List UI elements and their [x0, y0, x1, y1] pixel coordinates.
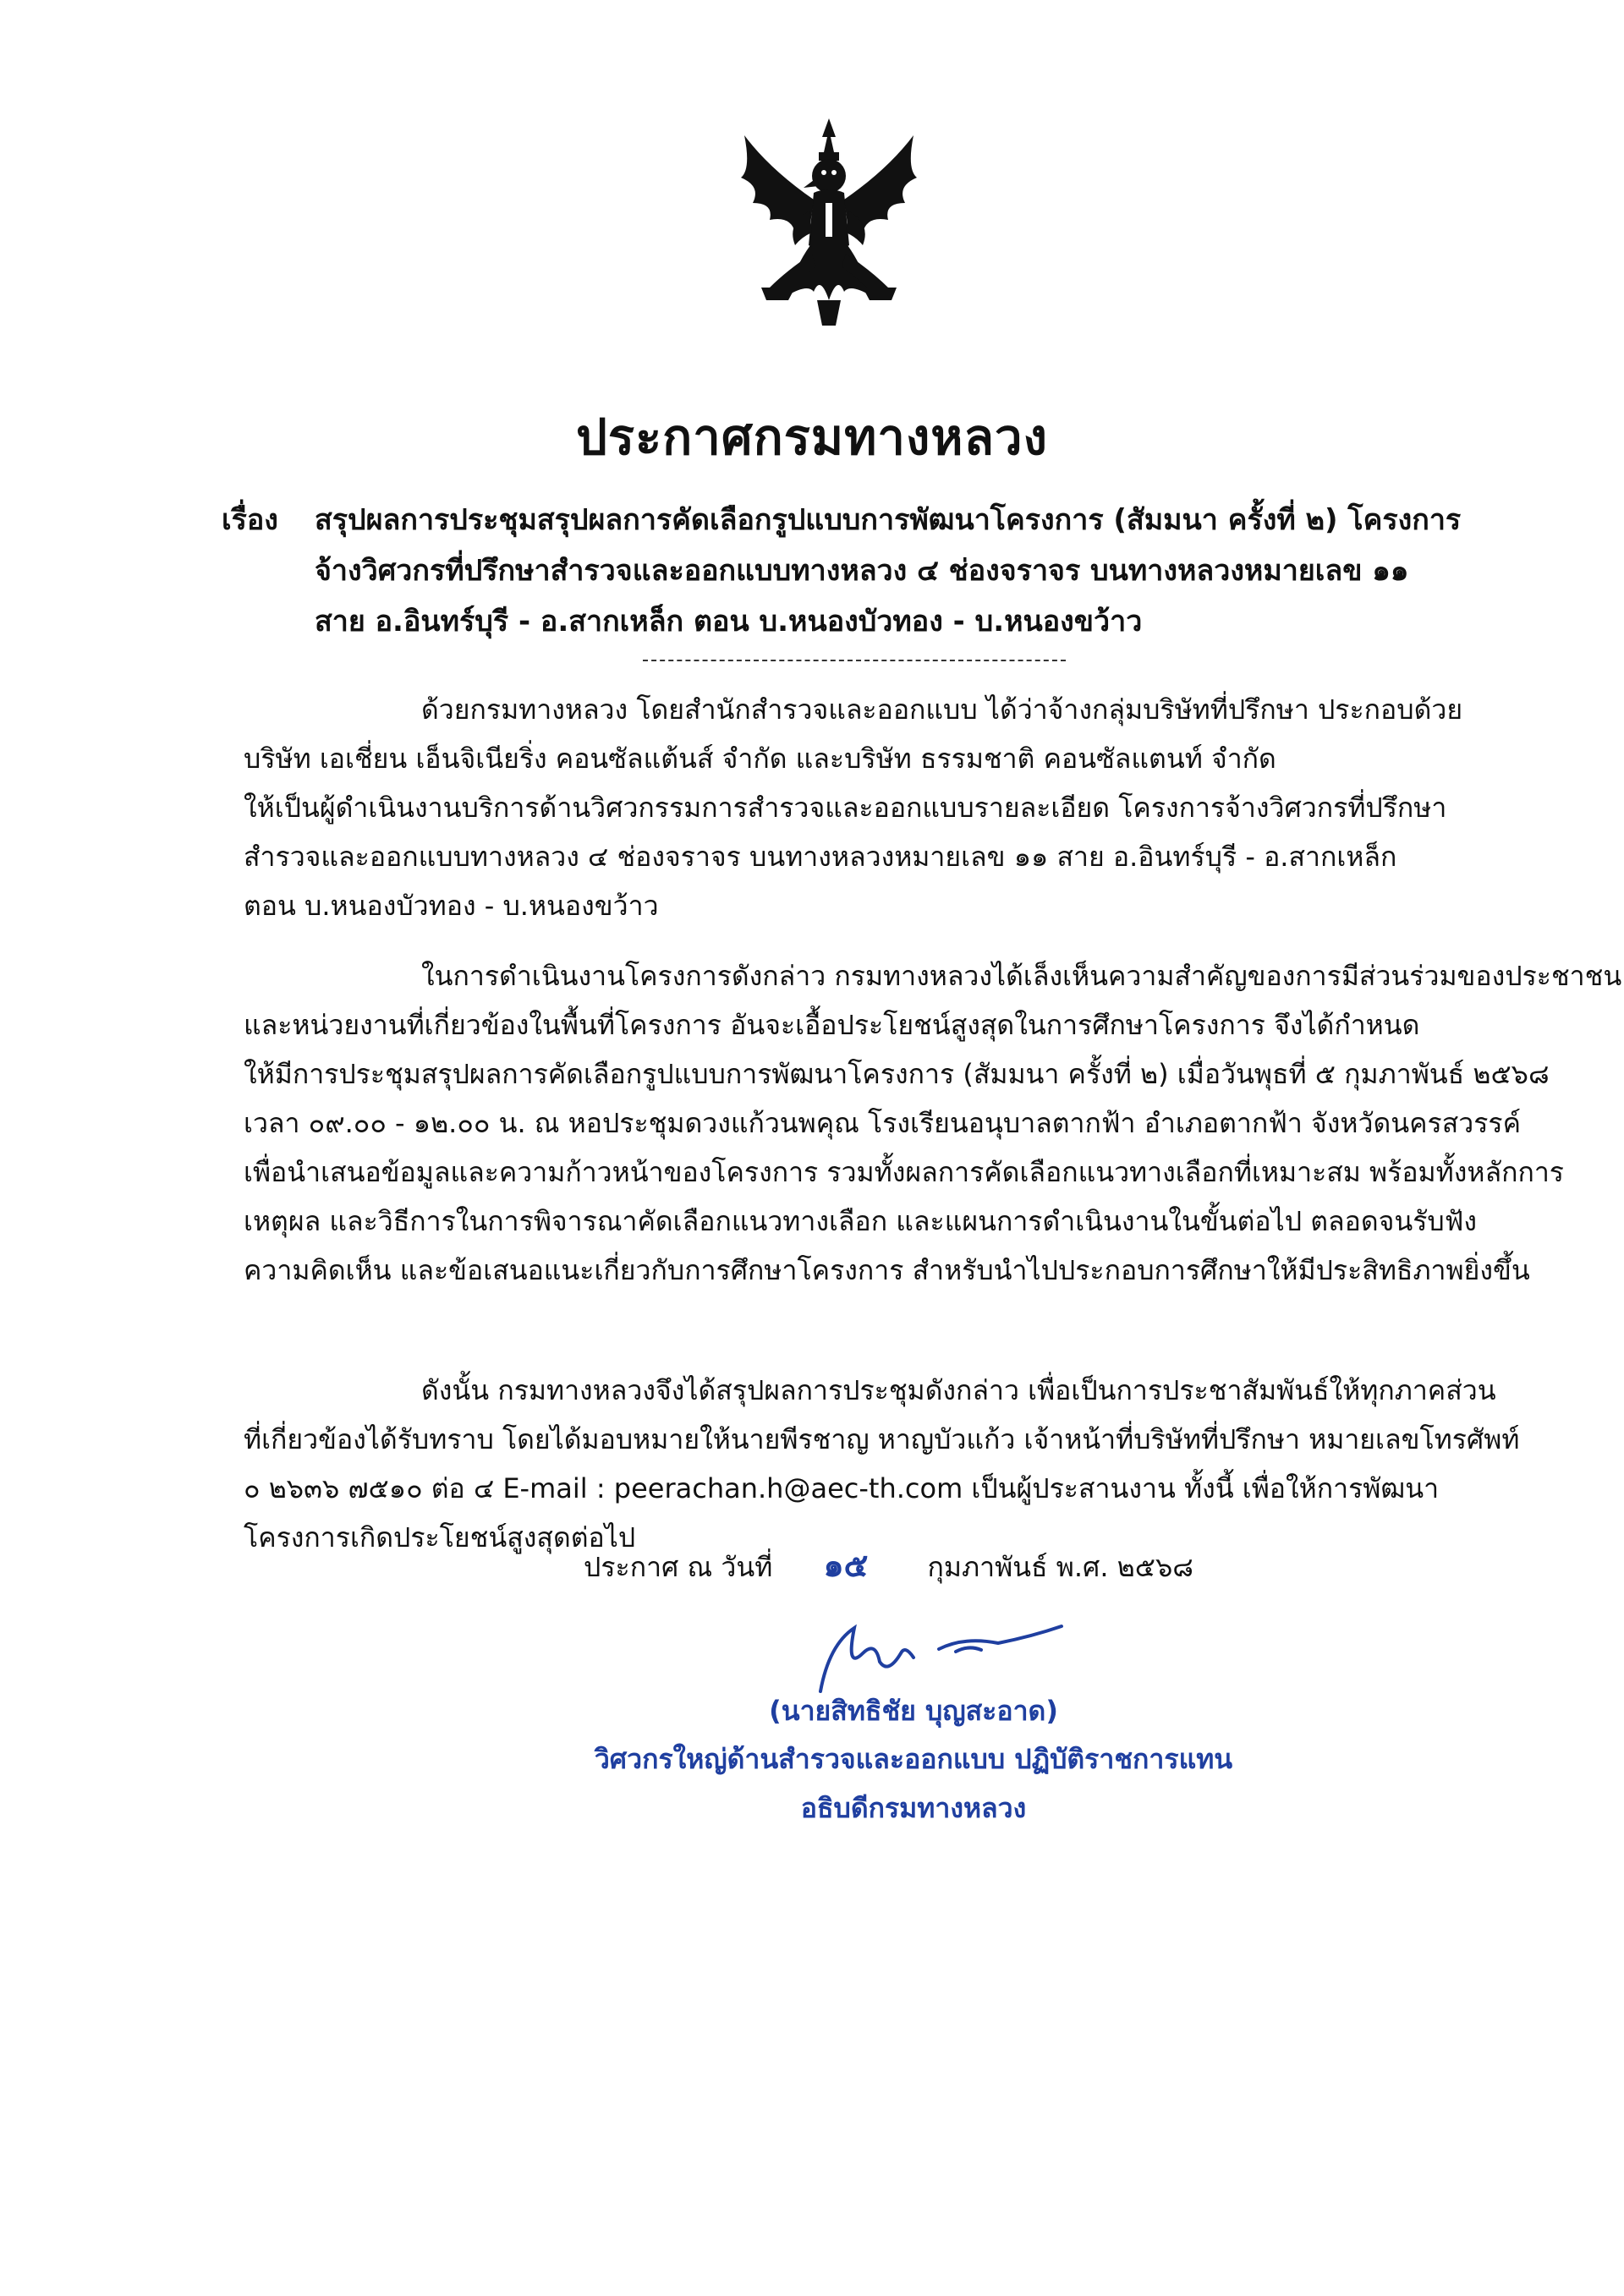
subject-text [315, 495, 1482, 647]
paragraph-1 [244, 685, 1487, 930]
paragraph-line: ความคิดเห็น และข้อเสนอแนะเกี่ยวกับการศึกษาโครงการ สำหรับนำไปประกอบการศึกษาให้มีประสิทธิภาพยิ่งขึ้น [244, 1254, 1530, 1286]
announcement-date [584, 1539, 1193, 1591]
dashed-divider [643, 660, 1066, 661]
paragraph-line: ดังนั้น กรมทางหลวงจึงได้สรุปผลการประชุมดังกล่าว เพื่อเป็นการประชาสัมพันธ์ให้ทุกภาคส่วน [421, 1374, 1496, 1406]
paragraph-line: ด้วยกรมทางหลวง โดยสำนักสำรวจและออกแบบ ได้ว่าจ้างกลุ่มบริษัทที่ปรึกษา ประกอบด้วย [421, 693, 1463, 726]
paragraph-line: และหน่วยงานที่เกี่ยวข้องในพื้นที่โครงการ อันจะเอื้อประโยชน์สูงสุดในการศึกษาโครงการ จึงได้กำหนด [244, 1009, 1420, 1041]
announcement-day: ๑๕ [823, 1547, 869, 1584]
paragraph-2 [244, 951, 1622, 1295]
paragraph-line: ที่เกี่ยวข้องได้รับทราบ โดยได้มอบหมายให้นายพีรชาญ หาญบัวแก้ว เจ้าหน้าที่บริษัทที่ปรึกษา หมายเลขโทรศัพท์ [244, 1423, 1520, 1455]
paragraph-line: เหตุผล และวิธีการในการพิจารณาคัดเลือกแนวทางเลือก และแผนการดำเนินงานในขั้นต่อไป ตลอดจนรับฟัง [244, 1205, 1478, 1237]
signatory-department: อธิบดีกรมทางหลวง [800, 1792, 1027, 1824]
paragraph-line: เพื่อนำเสนอข้อมูลและความก้าวหน้าของโครงการ รวมทั้งผลการคัดเลือกแนวทางเลือกที่เหมาะสม พร้อมทั้งหลักการ [244, 1156, 1564, 1188]
paragraph-line: โครงการเกิดประโยชน์สูงสุดต่อไป [244, 1521, 636, 1553]
paragraph-line: ตอน บ.หนองบัวทอง - บ.หนองขว้าว [244, 890, 659, 922]
signatory-name: (นายสิทธิชัย บุญสะอาด) [769, 1695, 1058, 1727]
subject-line: สรุปผลการประชุมสรุปผลการคัดเลือกรูปแบบการพัฒนาโครงการ (สัมมนา ครั้งที่ ๒) โครงการ [315, 503, 1462, 537]
paragraph-line: ๐ ๒๖๓๖ ๗๕๑๐ ต่อ ๔ E-mail : peerachan.h@aec-th.com เป็นผู้ประสานงาน ทั้งนี้ เพื่อให้การพัฒนา [244, 1472, 1440, 1504]
page-title: ประกาศกรมทางหลวง [576, 408, 1048, 466]
subject-line: จ้างวิศวกรที่ปรึกษาสำรวจและออกแบบทางหลวง ๔ ช่องจราจร บนทางหลวงหมายเลข ๑๑ [315, 554, 1409, 588]
paragraph-line: ให้เป็นผู้ดำเนินงานบริการด้านวิศวกรรมการสำรวจและออกแบบรายละเอียด โครงการจ้างวิศวกรที่ปรึกษา [244, 792, 1447, 824]
paragraph-line: ในการดำเนินงานโครงการดังกล่าว กรมทางหลวงได้เล็งเห็นความสำคัญของการมีส่วนร่วมของประชาชน [421, 960, 1622, 992]
signatory-position: วิศวกรใหญ่ด้านสำรวจและออกแบบ ปฏิบัติราชการแทน [594, 1743, 1233, 1775]
garuda-emblem-icon [736, 118, 922, 330]
subject-line: สาย อ.อินทร์บุรี - อ.สากเหล็ก ตอน บ.หนองบัวทอง - บ.หนองขว้าว [315, 605, 1143, 638]
paragraph-3 [244, 1366, 1520, 1562]
paragraph-line: บริษัท เอเชี่ยน เอ็นจิเนียริ่ง คอนซัลแต้นส์ จำกัด และบริษัท ธรรมชาติ คอนซัลแตนท์ จำกัด [244, 743, 1276, 775]
paragraph-line: สำรวจและออกแบบทางหลวง ๔ ช่องจราจร บนทางหลวงหมายเลข ๑๑ สาย อ.อินทร์บุรี - อ.สากเหล็ก [244, 841, 1397, 873]
paragraph-line: ให้มีการประชุมสรุปผลการคัดเลือกรูปแบบการพัฒนาโครงการ (สัมมนา ครั้งที่ ๒) เมื่อวันพุธที่ ๕ กุมภาพันธ์ ๒๕๖๘ [244, 1058, 1550, 1090]
subject-label: เรื่อง [222, 503, 278, 537]
announcement-prefix: ประกาศ ณ วันที่ [584, 1551, 773, 1583]
paragraph-line: เวลา ๐๙.๐๐ - ๑๒.๐๐ น. ณ หอประชุมดวงแก้วนพคุณ โรงเรียนอนุบาลตากฟ้า อำเภอตากฟ้า จังหวัดนครสวรรค์ [244, 1107, 1522, 1139]
announcement-month-year: กุมภาพันธ์ พ.ศ. ๒๕๖๘ [927, 1551, 1193, 1583]
